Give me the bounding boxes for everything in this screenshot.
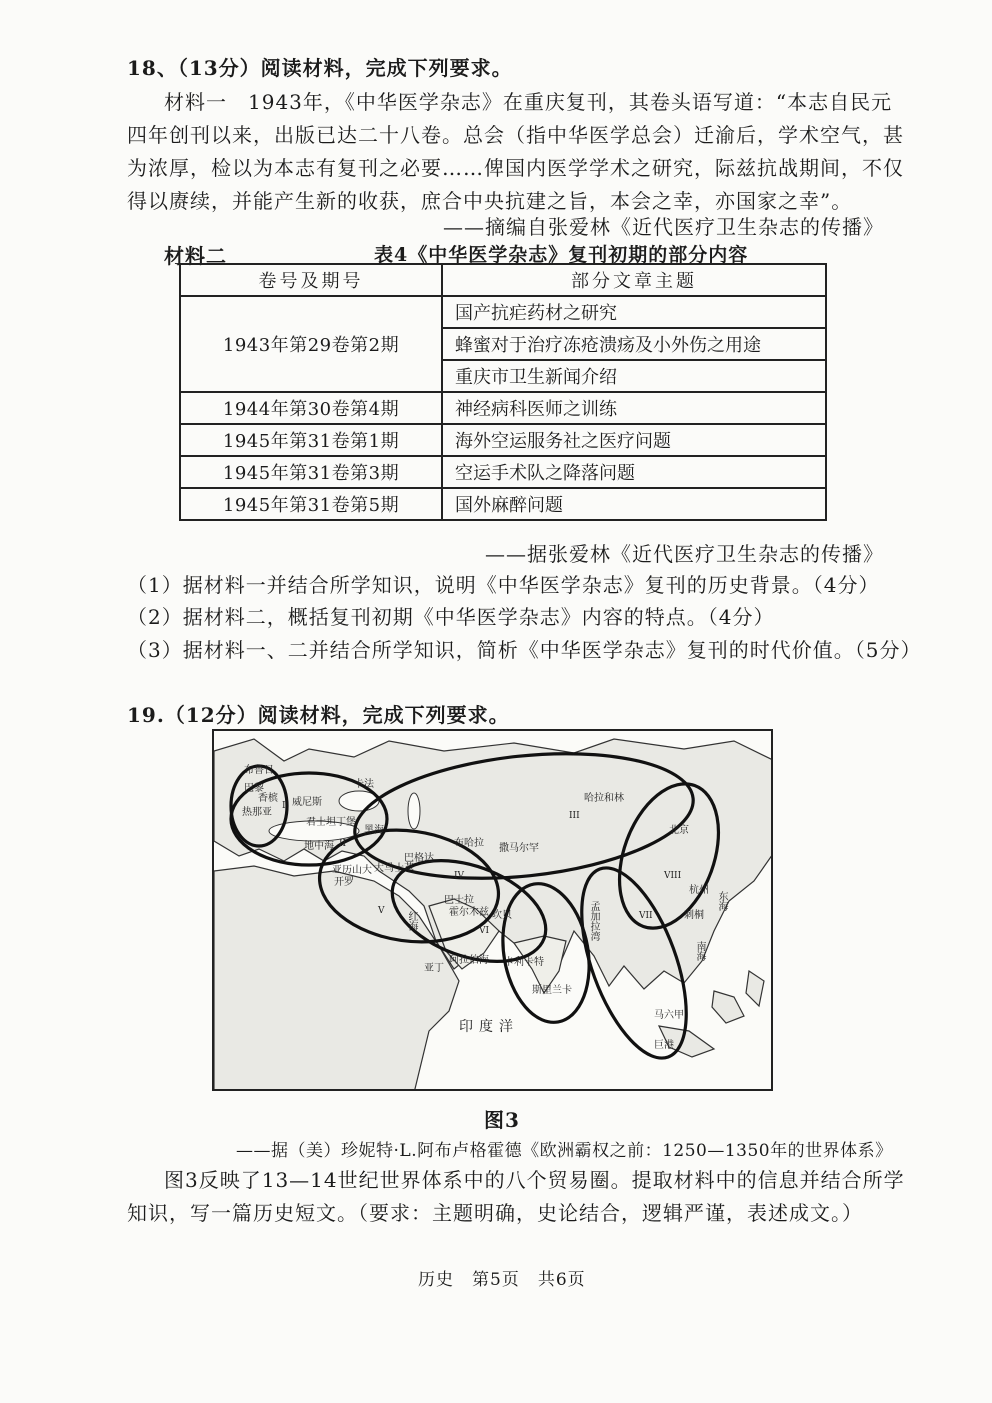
q18-title: 18、（13分）阅读材料，完成下列要求。 [127,56,513,80]
map-label-hormuz: 霍尔木兹 [449,907,489,918]
issue-cell: 1944年第30卷第4期 [180,392,442,424]
map-label-karakorum: 哈拉和林 [584,793,624,804]
map-label-quanzhou: 刺桐 [684,910,704,921]
table-row [180,392,826,424]
table-row [180,296,826,328]
q19-prompt-line: 知识，写一篇历史短文。（要求：主题明确，史论结合，逻辑严谨，表述成文。） [127,1201,863,1225]
topic-cell: 国产抗疟药材之研究 [442,296,826,328]
map-label-red-sea: 红海 [406,911,417,931]
issue-cell: 1945年第31卷第1期 [180,424,442,456]
map-label-calicut: 卡利卡特 [504,957,544,968]
circle-label: II [339,839,347,849]
map-label-alexandria: 亚历山大 [332,865,372,876]
map-label-indian-ocean: 印度洋 [459,1019,519,1035]
figure-source: ——据（美）珍妮特·L.阿布卢格霍德《欧洲霸权之前：1250—1350年的世界体系》 [236,1141,893,1161]
page-footer: 历史 第5页 共6页 [418,1270,586,1290]
map-label-beijing: 北京 [669,825,689,836]
map-label-baghdad: 巴格达 [404,853,434,864]
map-label-damascus: 大马士革 [374,863,414,874]
topic-cell: 国外麻醉问题 [442,488,826,520]
topic-cell: 空运手术队之降落问题 [442,456,826,488]
topic-cell: 蜂蜜对于治疗冻疮溃疡及小外伤之用途 [442,328,826,360]
circle-label: V [378,906,385,916]
issue-cell: 1943年第29卷第2期 [180,296,442,392]
map-label-caffa: 卡法 [354,779,374,790]
table-row [180,424,826,456]
material1-source: ——摘编自张爱林《近代医疗卫生杂志的传播》 [443,215,884,239]
circle-label: IV [454,871,465,881]
circle-label: VIII [664,871,682,881]
sub-question: （1）据材料一并结合所学知识，说明《中华医学杂志》复刊的历史背景。（4分） [127,573,880,597]
circle-label: III [569,811,580,821]
material1-line: 为浓厚，检以为本志有复刊之必要……俾国内医学学术之研究，际兹抗战期间，不仅 [127,156,904,180]
map-label-south-china-sea: 南海 [694,941,705,961]
material1-line: 材料一 1943年，《中华医学杂志》在重庆复刊，其卷头语写道：“本志自民元 [164,90,893,114]
map-label-cambay: 坎贝 [492,910,512,921]
map-label-hangzhou: 杭州 [689,885,709,896]
map-label-genoa: 热那亚 [242,807,272,818]
material1-line: 四年创刊以来，出版已达二十八卷。总会（指中华医学总会）迁渝后，学术空气，甚 [127,123,904,147]
topic-cell: 重庆市卫生新闻介绍 [442,360,826,392]
table-row [180,488,826,520]
sub-question: （2）据材料二，概括复刊初期《中华医学杂志》内容的特点。（4分） [127,605,775,629]
map-label-bruges: 布鲁日 [244,765,274,776]
map-label-paris: 巴黎 [244,783,264,794]
map-label-black-sea: 黑海 [364,825,384,836]
material1-line: 得以赓续，并能产生新的收获，庶合中央抗建之旨，本会之幸，亦国家之幸”。 [127,189,853,213]
map-label-mediterranean: 地中海 [304,841,334,852]
table-header: 部分文章主题 [442,264,826,296]
map-label-basra: 巴士拉 [444,895,474,906]
map-label-cairo: 开罗 [334,877,354,888]
issue-table [179,263,827,521]
circle-label: I [282,801,286,811]
map-label-sri-lanka: 斯里兰卡 [532,985,572,996]
material2-source: ——据张爱林《近代医疗卫生杂志的传播》 [485,542,884,566]
map-label-bay-of-bengal: 孟加拉湾 [588,901,599,941]
table-row [180,456,826,488]
map-label-east-china-sea: 东海 [716,891,727,911]
map-label-champagne: 香槟 [258,793,278,804]
trade-circuits-map [212,729,773,1091]
topic-cell: 神经病科医师之训练 [442,392,826,424]
map-label-constantinople: 君士坦丁堡 [306,817,356,828]
map-label-venice: 威尼斯 [292,797,322,808]
map-label-samarkand: 撒马尔罕 [499,843,539,854]
issue-cell: 1945年第31卷第3期 [180,456,442,488]
map-label-aden: 亚丁 [424,963,444,974]
table-header-row [180,264,826,296]
figure-caption: 图3 [484,1108,520,1132]
map-label-arabian-sea: 阿拉伯海 [449,955,489,966]
topic-cell: 海外空运服务社之医疗问题 [442,424,826,456]
map-label-malacca: 马六甲 [654,1010,684,1021]
q19-prompt-line: 图3反映了13—14世纪世界体系中的八个贸易圈。提取材料中的信息并结合所学 [164,1168,905,1192]
issue-cell: 1945年第31卷第5期 [180,488,442,520]
map-label-palembang: 巨港 [654,1040,674,1051]
map-label-bukhara: 布哈拉 [454,838,484,849]
table-header: 卷号及期号 [180,264,442,296]
table-caption: 表4《中华医学杂志》复刊初期的部分内容 [374,244,749,266]
circle-label: VI [479,926,490,936]
material2-label: 材料二 [164,244,227,268]
q19-title: 19.（12分）阅读材料，完成下列要求。 [127,703,510,727]
circle-label: VII [639,911,653,921]
sub-question: （3）据材料一、二并结合所学知识，简析《中华医学杂志》复刊的时代价值。（5分） [127,638,922,662]
